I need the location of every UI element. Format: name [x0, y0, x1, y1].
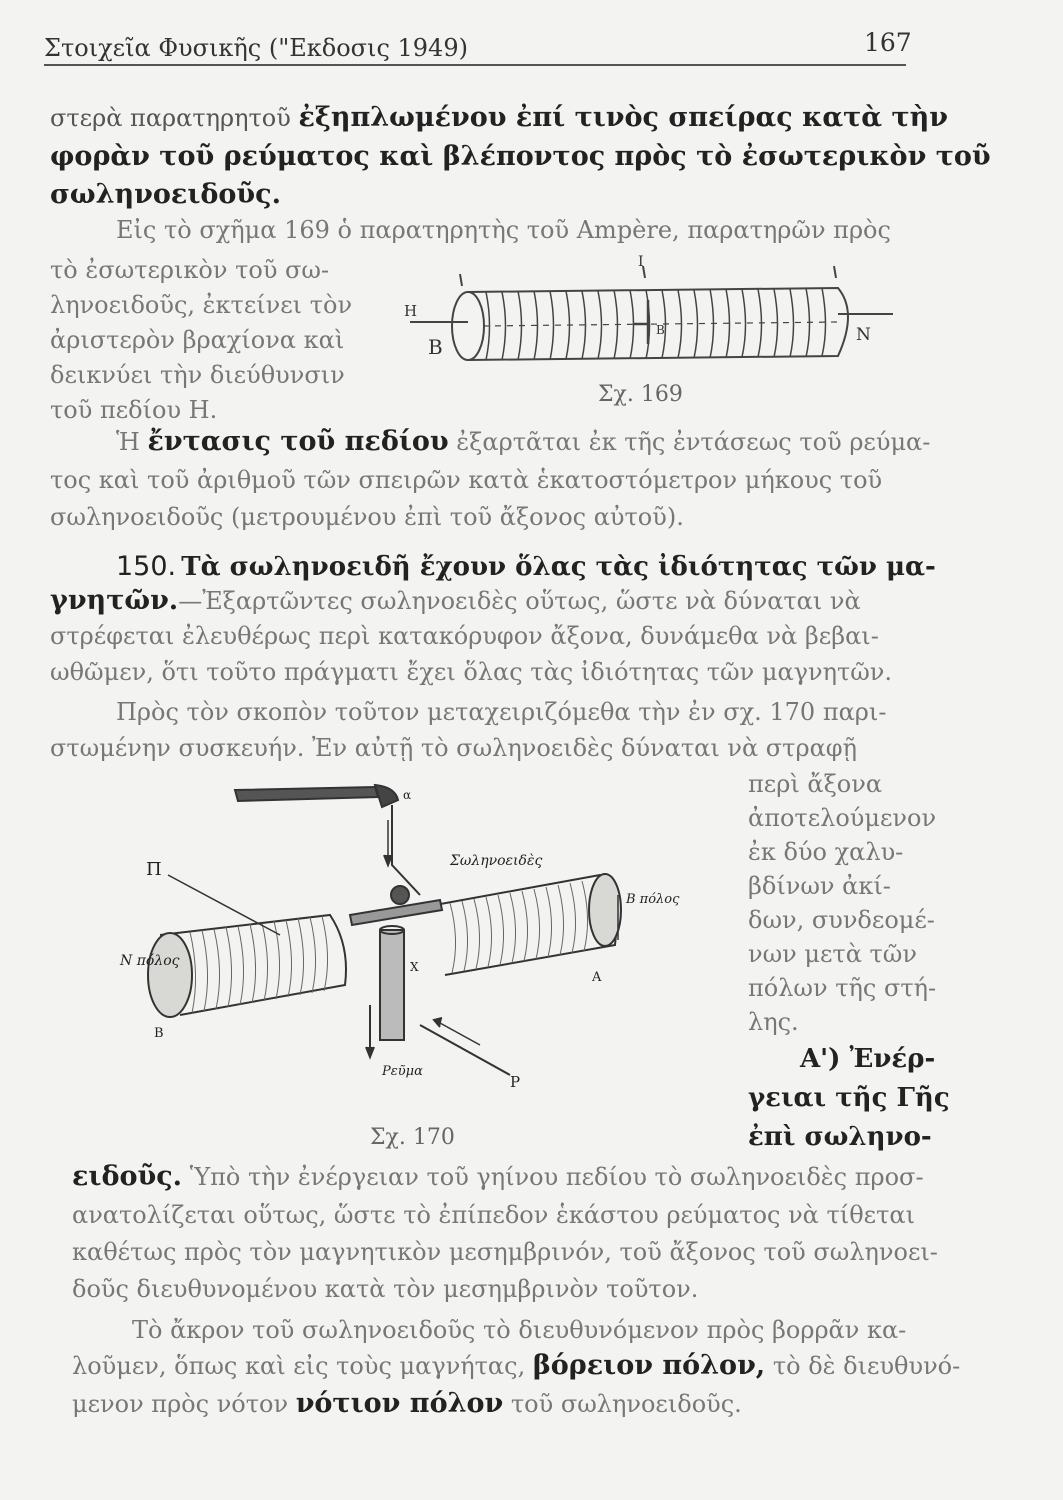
fig170-label-n-pole: Ν πόλος — [120, 953, 180, 969]
sectionA-line1 — [72, 1163, 924, 1190]
left-solenoid-end — [148, 933, 192, 1017]
para4-line2: στωμένην συσκευήν. Ἐν αὐτῇ τὸ σωληνοειδὲς δύναται νὰ στραφῇ — [50, 734, 857, 762]
crank-handle — [235, 787, 378, 801]
para4-side8: λης. — [748, 1008, 799, 1036]
para5-line1: Τὸ ἄκρον τοῦ σωληνοειδοῦς τὸ διευθυνόμενον πρὸς βορρᾶν κα- — [132, 1316, 907, 1344]
right-solenoid-body — [435, 875, 616, 975]
lead-arrow — [440, 1023, 480, 1045]
fig169-caption: Σχ. 169 — [598, 382, 683, 407]
para5-line2-bold: βόρειον πόλον, — [532, 1350, 766, 1381]
solenoid-left-end — [452, 292, 484, 360]
para4-side1: περὶ ἄξονα — [748, 770, 883, 798]
para4-side2: ἀποτελούμενον — [748, 804, 937, 832]
support-rod — [392, 805, 420, 895]
para1-line1 — [50, 104, 948, 131]
sectionA-line4: δοῦς διευθυνομένου κατὰ τὸν μεσημβρινὸν τοῦτον. — [72, 1275, 699, 1303]
para3-line3: σωληνοειδοῦς (μετρουμένου ἐπὶ τοῦ ἄξονος αὐτοῦ). — [50, 503, 684, 531]
running-title: Στοιχεῖα Φυσικῆς ("Εκδοσις 1949) — [44, 34, 468, 62]
current-arrow-head — [384, 855, 392, 865]
fig170-label-current: Ρεῦμα — [382, 1064, 423, 1079]
sectionA-line2: ανατολίζεται οὕτως, ὥστε τὸ ἐπίπεδον ἑκάστου ρεύματος νὰ τίθεται — [72, 1201, 915, 1229]
para1-line3: σωληνοειδοῦς. — [50, 179, 281, 210]
para2-line2: τὸ ἐσωτερικὸν τοῦ σω- — [50, 256, 330, 284]
fig170-label-B: Β — [154, 1026, 164, 1041]
para5-line3-bold: νότιον πόλον — [295, 1388, 504, 1419]
sectionA-heading1: Α') Ἐνέρ- — [800, 1044, 936, 1074]
fig169-label-B-center: B — [656, 323, 665, 337]
figure-169 — [398, 252, 908, 402]
sectionA-line3: καθέτως πρὸς τὸν μαγνητικὸν μεσημβρινόν, τοῦ ἄξονος τοῦ σωληνοει- — [72, 1238, 938, 1266]
para1-line1-prefix: στερὰ παρατηρητοῦ — [50, 104, 299, 132]
right-solenoid-end — [589, 874, 621, 946]
fig170-caption: Σχ. 170 — [370, 1125, 455, 1150]
section150-line4: ωθῶμεν, ὅτι τοῦτο πράγματι ἔχει ὅλας τὰς ἰδιότητας τῶν μαγνητῶν. — [50, 658, 893, 686]
para4-side7: πόλων τῆς στή- — [748, 974, 937, 1002]
para4-side6: νων μετὰ τῶν — [748, 940, 917, 968]
fig170-label-b-pole: Β πόλος — [626, 892, 680, 907]
para2-line1: Εἰς τὸ σχῆμα 169 ὁ παρατηρητὴς τοῦ Ampère, παρατηρῶν πρὸς — [116, 216, 891, 244]
para2-line3: ληνοειδοῦς, ἐκτείνει τὸν — [50, 291, 353, 319]
para5-line3-prefix: μενον πρὸς νότον — [72, 1390, 296, 1418]
sectionA-line1-rest: Ὑπὸ τὴν ἐνέργειαν τοῦ γηίνου πεδίου τὸ σωληνοειδὲς προσ- — [182, 1163, 924, 1191]
fig170-label-P: Ρ — [510, 1073, 521, 1091]
para3-line1 — [116, 428, 930, 455]
para3-line2: τος καὶ τοῦ ἀριθμοῦ τῶν σπειρῶν κατὰ ἑκατοστόμετρον μήκους τοῦ — [50, 466, 883, 494]
section150-title: Τὰ σωληνοειδῆ ἔχουν ὅλας τὰς ἰδιότητας τῶν μα- — [181, 552, 936, 582]
para1-line1-bold: ἐξηπλωμένου ἐπί τινὸς σπείρας κατὰ τὴν — [298, 102, 948, 133]
section150-line2 — [50, 587, 861, 614]
sectionA-heading2: γειαι τῆς Γῆς — [748, 1083, 950, 1113]
pivot-ball — [391, 886, 409, 904]
left-solenoid-coils — [190, 916, 328, 1013]
pi-leader — [168, 875, 280, 935]
support-pillar — [380, 930, 404, 1040]
para3-line1-rest: ἐξαρτᾶται ἐκ τῆς ἐντάσεως τοῦ ρεύμα- — [448, 428, 931, 456]
fig169-label-N: N — [856, 325, 871, 345]
para5-line2-rest: τὸ δὲ διευθυνό- — [765, 1352, 961, 1380]
current-markers — [460, 266, 836, 286]
para3-line1-bold: ἔντασις τοῦ πεδίου — [147, 426, 449, 457]
para1-line2: φορὰν τοῦ ρεύματος καὶ βλέποντος πρὸς τὸ ἐσωτερικὸν τοῦ — [50, 141, 991, 172]
current-wire-arrow — [366, 1047, 374, 1057]
para4-line1: Πρὸς τὸν σκοπὸν τοῦτον μεταχειριζόμεθα τὴν ἐν σχ. 170 παρι- — [116, 698, 887, 726]
sectionA-heading-end: ειδοῦς. — [72, 1161, 183, 1192]
section150-title-end: γνητῶν. — [50, 585, 179, 616]
fig170-label-solenoid: Σωληνοειδὲς — [450, 853, 543, 869]
right-solenoid-coils — [450, 881, 588, 973]
section150-line3: στρέφεται ἐλευθέρως περὶ κατακόρυφον ἄξονα, δυνάμεθα νὰ βεβαι- — [50, 622, 879, 650]
sectionA-heading3: ἐπὶ σωληνο- — [748, 1122, 932, 1152]
lead-wire — [420, 1025, 510, 1075]
fig169-label-H: H — [404, 302, 418, 320]
lead-arrow-head — [434, 1018, 442, 1027]
para5-line3 — [72, 1390, 742, 1417]
page-number: 167 — [864, 28, 912, 57]
para2-line4: ἀριστερὸν βραχίονα καὶ — [50, 326, 345, 354]
para5-line2-prefix: λοῦμεν, ὅπως καὶ εἰς τοὺς μαγνήτας, — [72, 1352, 533, 1380]
para4-side3: ἐκ δύο χαλυ- — [748, 838, 904, 866]
fig170-label-pi: Π — [146, 859, 162, 880]
para5-line3-rest: τοῦ σωληνοειδοῦς. — [503, 1390, 742, 1418]
crank-head — [375, 785, 398, 807]
para5-line2 — [72, 1352, 960, 1379]
figure-170 — [120, 775, 680, 1095]
fig169-label-I: I — [638, 254, 644, 270]
header-rule — [44, 64, 906, 66]
fig170-label-A: Α — [592, 970, 602, 985]
section150-line2-rest: —Ἐξαρτῶντες σωληνοειδὲς οὕτως, ὥστε νὰ δύναται νὰ — [178, 587, 861, 615]
para4-side4: βδίνων ἀκί- — [748, 872, 891, 900]
fig169-label-B-left: B — [428, 335, 443, 359]
para2-line5: δεικνύει τὴν διεύθυνσιν — [50, 361, 345, 389]
fig170-label-a: α — [403, 788, 412, 802]
section150-number: 150. — [116, 551, 177, 582]
para3-line1-prefix: Ἡ — [116, 428, 148, 456]
para4-side5: δων, συνδεομέ- — [748, 906, 935, 934]
fig170-label-x: Χ — [410, 960, 419, 974]
para2-line6: τοῦ πεδίου Η. — [50, 396, 218, 424]
section150-title-line1 — [116, 551, 936, 582]
